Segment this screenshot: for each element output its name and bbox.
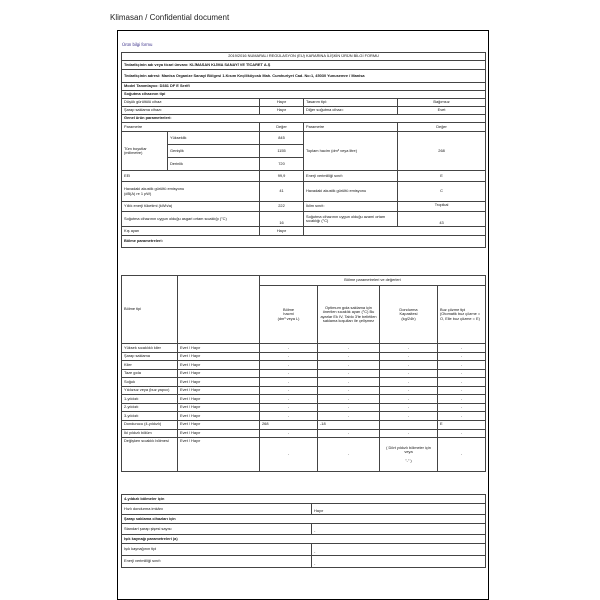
comp-freeze: - [380, 412, 438, 421]
comp-freeze: - [380, 369, 438, 378]
comp-volume: - [260, 369, 318, 378]
comp-yn: Evet / Hayır [178, 369, 260, 378]
comp-yn: Evet / Hayır [178, 403, 260, 412]
address-row [122, 70, 486, 83]
annual-energy-value: 222 [260, 202, 304, 212]
empty-cell [304, 227, 486, 236]
winter-setting-value: Hayır [260, 227, 304, 236]
comp-name: 2-yıldızlı [122, 403, 178, 412]
comp-freeze: - [380, 386, 438, 395]
comp-yn: Evet / Hayır [178, 412, 260, 421]
document-header: Klimasan / Confidential document [110, 13, 230, 22]
comp-temp: - [318, 378, 380, 387]
comp-name: 3-yıldızlı [122, 412, 178, 421]
comp-defrost: - [438, 352, 486, 361]
comp-yn: Evet / Hayır [178, 378, 260, 387]
bottles-value: - [312, 524, 486, 535]
dimensions-label: Tüm boyutlar (milimetre) [122, 132, 168, 171]
energy-class-value: E [398, 171, 486, 182]
comp-defrost: - [438, 361, 486, 370]
compartment-row [122, 429, 486, 438]
comp-yn: Evet / Hayır [178, 386, 260, 395]
comp-name: Kiler [122, 361, 178, 370]
comp-volume: - [260, 378, 318, 387]
comp-yn: Evet / Hayır [178, 395, 260, 404]
comp-volume-header: Bölme hacmi (dm³ veya L) [260, 286, 318, 344]
total-volume-label: Toplam hacim (dm³ veya litre) [304, 132, 398, 171]
compartment-row [122, 369, 486, 378]
comp-yn: Evet / Hayır [178, 352, 260, 361]
eei-label: EEI [122, 171, 260, 182]
other-appliance-value: Evet [398, 107, 486, 115]
comp-temp: - [318, 369, 380, 378]
comp-defrost: - [438, 369, 486, 378]
comp-name: Soğuk [122, 378, 178, 387]
comp-volume: - [260, 344, 318, 353]
compartment-row [122, 352, 486, 361]
min-temp-value: 16 [260, 212, 304, 227]
model-label: Model Tanımlayıcı: [124, 83, 159, 89]
compartment-rows [122, 344, 486, 438]
comp-temp: - [318, 403, 380, 412]
width-label: Genişlik [168, 145, 260, 158]
variable-comp-volume: - [260, 438, 318, 472]
comp-name: Dondurucu (4-yıldızlı) [122, 420, 178, 429]
regulation-title: 2019/2016 NUMARALI REGÜLASYON (EU) KARARINA İLİŞKİN ÜRÜN BİLGİ FORMU [122, 53, 486, 61]
comp-volume: - [260, 386, 318, 395]
light-type-value: - [312, 544, 486, 556]
variable-comp-label: Değişken sıcaklık bölmesi [122, 438, 178, 472]
comp-params-header: Bölme parametreleri ve değerleri [260, 276, 486, 286]
comp-temp: - [318, 429, 380, 438]
noise-label: Havadaki akustik gürültü emisyonu (dB(A) re 1 pW) [122, 182, 260, 202]
compartment-title: Bölme parametreleri: [122, 236, 486, 248]
comp-name: İki yıldızlı bölüm [122, 429, 178, 438]
comp-temp: - [318, 386, 380, 395]
supplier-label: Tedarikçinin adı veya ticari ünvanı: [124, 61, 189, 67]
comp-temp: - [318, 352, 380, 361]
bottles-label: Standart şarap şişesi sayısı [122, 524, 312, 535]
wine-storage-value: Hayır [260, 107, 304, 115]
comp-volume: - [260, 429, 318, 438]
depth-label: Derinlik [168, 158, 260, 171]
comp-freeze-header: Dondurma Kapasitesi (kg/24h) [380, 286, 438, 344]
comp-yn: Evet / Hayır [178, 344, 260, 353]
noise-value: 41 [260, 182, 304, 202]
annual-energy-label: Yıllık enerji tüketimi (kWh/a) [122, 202, 260, 212]
general-title: Genel ürün parametreleri: [122, 115, 486, 123]
low-noise-value: Hayır [260, 99, 304, 107]
wine-storage-label: Şarap saklama cihazı: [122, 107, 260, 115]
param-header-2: Parametre [304, 123, 398, 132]
variable-comp-defrost: - [438, 438, 486, 472]
comp-freeze: - [380, 361, 438, 370]
cooling-type-title: Soğutma cihazının tipi [122, 91, 486, 99]
address-label: Tedarikçinin adresi: [124, 72, 161, 78]
model-value: D381 DF E Serifi [159, 83, 190, 89]
climate-class-label: İklim sınıfı: [304, 202, 398, 212]
comp-name: Yıldızsız veya (buz yapıcı) [122, 386, 178, 395]
light-class-label: Enerji verimliliği sınıfı [122, 556, 312, 568]
four-star-title: 4-yıldızlı bölmeler için [122, 495, 486, 504]
width-value: 1155 [260, 145, 304, 158]
comp-defrost: - [438, 378, 486, 387]
min-temp-label: Soğutma cihazının uygun olduğu asgari ortam sıcaklığı (°C) [122, 212, 260, 227]
value-header-2: Değer [398, 123, 486, 132]
comp-volume: - [260, 395, 318, 404]
comp-defrost: E [438, 420, 486, 429]
comp-freeze: - [380, 429, 438, 438]
noise-class-label: Havadaki akustik gürültü emisyonu [304, 182, 398, 202]
height-value: 845 [260, 132, 304, 145]
comp-defrost: - [438, 395, 486, 404]
address-value: Manisa Organize Sanayi Bölgesi 1.Kısım Keçiliköyosb Mah. Cumhuriyet Cad. No:1, 45030 Yunusemre / Manisa [161, 72, 365, 78]
value-header: Değer [260, 123, 304, 132]
comp-temp: - [318, 361, 380, 370]
compartment-table [121, 275, 486, 472]
variable-comp-temp: - [318, 438, 380, 472]
max-temp-value: 43 [398, 212, 486, 227]
quick-freeze-value: Hayır [312, 504, 486, 515]
comp-volume: - [260, 403, 318, 412]
variable-comp-freeze: ( Dört yıldızlı bölmeler için veya "-" ) [380, 438, 438, 472]
compartment-row [122, 361, 486, 370]
comp-temp: -18 [318, 420, 380, 429]
light-title: Işık kaynağı parametreleri (a) [122, 535, 486, 544]
climate-class-value: Tropikal [398, 202, 486, 212]
design-type-label: Tasarım tipi: [304, 99, 398, 107]
comp-defrost-header: Buz çözme tipi (Otomatik buz çözme = O, Elle buz çözme = E) [438, 286, 486, 344]
comp-defrost: - [438, 429, 486, 438]
comp-name: Yüksek sıcaklıklı kiler [122, 344, 178, 353]
comp-freeze: - [380, 344, 438, 353]
general-parameters-table [121, 52, 486, 248]
comp-freeze: - [380, 395, 438, 404]
winter-setting-label: Kış ayarı [122, 227, 260, 236]
comp-temp: - [318, 344, 380, 353]
compartment-row [122, 395, 486, 404]
form-title: Ürün bilgi formu [122, 42, 153, 47]
model-row [122, 83, 486, 91]
comp-yn: Evet / Hayır [178, 361, 260, 370]
variable-comp-yn: Evet / Hayır [178, 438, 260, 472]
param-header: Parametre [122, 123, 260, 132]
noise-class-value: C [398, 182, 486, 202]
compartment-row [122, 386, 486, 395]
other-appliance-label: Diğer soğutma cihazı: [304, 107, 398, 115]
comp-name: Taze gıda [122, 369, 178, 378]
comp-temp: - [318, 395, 380, 404]
total-volume-value: 268 [398, 132, 486, 171]
low-noise-label: Düşük gürültülü cihaz: [122, 99, 260, 107]
comp-yn: Evet / Hayır [178, 420, 260, 429]
depth-value: 720 [260, 158, 304, 171]
comp-defrost: - [438, 344, 486, 353]
comp-freeze: - [380, 403, 438, 412]
comp-temp: - [318, 412, 380, 421]
comp-volume: - [260, 352, 318, 361]
comp-volume: 268 [260, 420, 318, 429]
compartment-row [122, 412, 486, 421]
compartment-row [122, 420, 486, 429]
light-class-value: - [312, 556, 486, 568]
energy-class-label: Enerji verimliliği sınıfı [304, 171, 398, 182]
light-type-label: Işık kaynağının tipi [122, 544, 312, 556]
comp-freeze: - [380, 352, 438, 361]
comp-defrost: - [438, 386, 486, 395]
max-temp-label: Soğutma cihazının uygun olduğu azami ortam sıcaklığı (°C) [304, 212, 398, 227]
quick-freeze-label: Hızlı dondurma imkânı [122, 504, 312, 515]
comp-type-header: Bölme tipi [122, 276, 178, 344]
height-label: Yükseklik [168, 132, 260, 145]
design-type-value: Bağımsız [398, 99, 486, 107]
compartment-row [122, 378, 486, 387]
wine-title: Şarap saklama cihazları için [122, 515, 486, 524]
comp-defrost: - [438, 403, 486, 412]
supplier-name: KLİMASAN KLİMA SANAYİ VE TİCARET A.Ş [189, 61, 271, 67]
comp-name: 1-yıldızlı [122, 395, 178, 404]
comp-freeze [380, 420, 438, 429]
empty-cell [178, 276, 260, 344]
comp-yn: Evet / Hayır [178, 429, 260, 438]
comp-freeze: - [380, 378, 438, 387]
extra-parameters-table [121, 494, 486, 568]
compartment-row [122, 344, 486, 353]
compartment-row [122, 403, 486, 412]
comp-volume: - [260, 361, 318, 370]
comp-defrost: - [438, 412, 486, 421]
supplier-row [122, 61, 486, 70]
eei-value: 99,9 [260, 171, 304, 182]
comp-volume: - [260, 412, 318, 421]
comp-temp-header: Optimum gıda saklama için önerilen sıcaklık ayarı (°C) Bu ayarlar Ek IV, Tablo 3'te belirtilen saklama koşulları ile çelişmez [318, 286, 380, 344]
comp-name: Şarap saklama [122, 352, 178, 361]
product-info-sheet [117, 30, 489, 600]
